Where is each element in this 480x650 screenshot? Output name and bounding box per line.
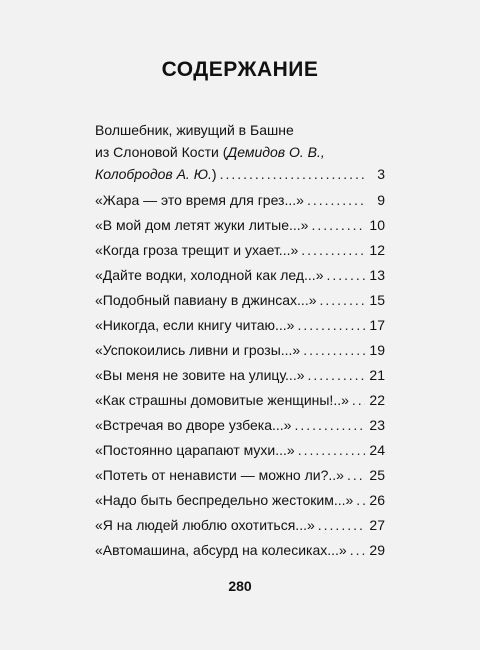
toc-page-number: 21: [369, 367, 385, 383]
toc-leader-dots: [307, 189, 367, 211]
toc-entry-title: «Вы меня не зовите на улицу...»: [95, 367, 305, 383]
toc-entry: [95, 364, 385, 386]
toc-entry-intro-author-2: Колобродов А. Ю.: [95, 166, 212, 182]
toc-entry-intro-line3: [95, 163, 385, 185]
toc-entry-title: «Потеть от ненависти — можно ли?..»: [95, 467, 344, 483]
toc-leader-dots: [297, 314, 365, 336]
toc-entry-intro-paren: ): [211, 166, 217, 182]
toc-entry-title: «Успокоились ливни и грозы...»: [95, 342, 301, 358]
toc-entries: [95, 189, 385, 561]
toc-leader-dots: [308, 364, 366, 386]
toc-page-number: 25: [369, 467, 385, 483]
toc-entry: [95, 289, 385, 311]
toc-entry: [95, 339, 385, 361]
toc-leader-dots: [320, 289, 366, 311]
toc-page-number: 19: [369, 342, 385, 358]
toc-page-number: 15: [369, 292, 385, 308]
toc-leader-dots: [352, 389, 366, 411]
toc-entry: [95, 214, 385, 236]
toc-entry: [95, 239, 385, 261]
toc-entry-intro-text: из Слоновой Кости (: [95, 144, 228, 160]
toc-entry: [95, 314, 385, 336]
toc-entry: [95, 539, 385, 561]
page-title: СОДЕРЖАНИЕ: [161, 58, 319, 81]
table-of-contents: [95, 119, 385, 561]
toc-page-number: 22: [369, 392, 385, 408]
toc-page-number: 24: [369, 442, 385, 458]
toc-entry-intro-line2: [95, 141, 385, 163]
toc-leader-dots: [311, 214, 365, 236]
toc-page-number: 29: [369, 542, 385, 558]
toc-entry-title: «Постоянно царапают мухи...»: [95, 442, 295, 458]
toc-entry-title: «Встречая во дворе узбека...»: [95, 417, 292, 433]
toc-entry: [95, 514, 385, 536]
toc-page-number: 26: [369, 492, 385, 508]
toc-leader-dots: [356, 489, 365, 511]
toc-page-number: 12: [369, 242, 385, 258]
toc-page-number: 10: [369, 217, 385, 233]
toc-page-number: 3: [377, 166, 385, 182]
toc-leader-dots: [303, 339, 365, 361]
page-number: 280: [228, 578, 252, 594]
toc-leader-dots: [301, 239, 365, 261]
toc-entry-intro-line1: Волшебник, живущий в Башне: [95, 122, 294, 138]
toc-leader-dots: [220, 163, 367, 185]
toc-leader-dots: [326, 264, 365, 286]
toc-page-number: 13: [369, 267, 385, 283]
toc-entry-intro: [95, 119, 385, 185]
toc-entry: [95, 414, 385, 436]
toc-entry-title: «Я на людей люблю охотиться...»: [95, 517, 315, 533]
toc-page-number: 23: [369, 417, 385, 433]
toc-entry-title: «Автомашина, абсурд на колесиках...»: [95, 542, 347, 558]
toc-entry-title: «Никогда, если книгу читаю...»: [95, 317, 295, 333]
toc-entry-title: «Надо быть беспредельно жестоким...»: [95, 492, 354, 508]
toc-entry-title: «Жара — это время для грез...»: [95, 192, 304, 208]
toc-entry: [95, 464, 385, 486]
toc-entry-title: «Дайте водки, холодной как лед...»: [95, 267, 324, 283]
toc-leader-dots: [318, 514, 366, 536]
toc-entry: [95, 489, 385, 511]
toc-entry: [95, 439, 385, 461]
toc-page-number: 9: [377, 192, 385, 208]
toc-entry-title: «Когда гроза трещит и ухает...»: [95, 242, 299, 258]
toc-entry-title: «Как страшны домовитые женщины!..»: [95, 392, 349, 408]
toc-page-number: 27: [369, 517, 385, 533]
toc-entry-title: «В мой дом летят жуки литые...»: [95, 217, 309, 233]
toc-leader-dots: [347, 464, 365, 486]
toc-entry-intro-authors: [95, 163, 217, 185]
toc-entry: [95, 264, 385, 286]
toc-page-number: 17: [369, 317, 385, 333]
toc-entry-title: «Подобный павиану в джинсах...»: [95, 292, 317, 308]
toc-leader-dots: [350, 539, 366, 561]
toc-entry-intro-author-1: Демидов О. В.,: [227, 144, 325, 160]
toc-entry: [95, 389, 385, 411]
toc-entry: [95, 189, 385, 211]
toc-leader-dots: [294, 414, 365, 436]
toc-leader-dots: [298, 439, 366, 461]
